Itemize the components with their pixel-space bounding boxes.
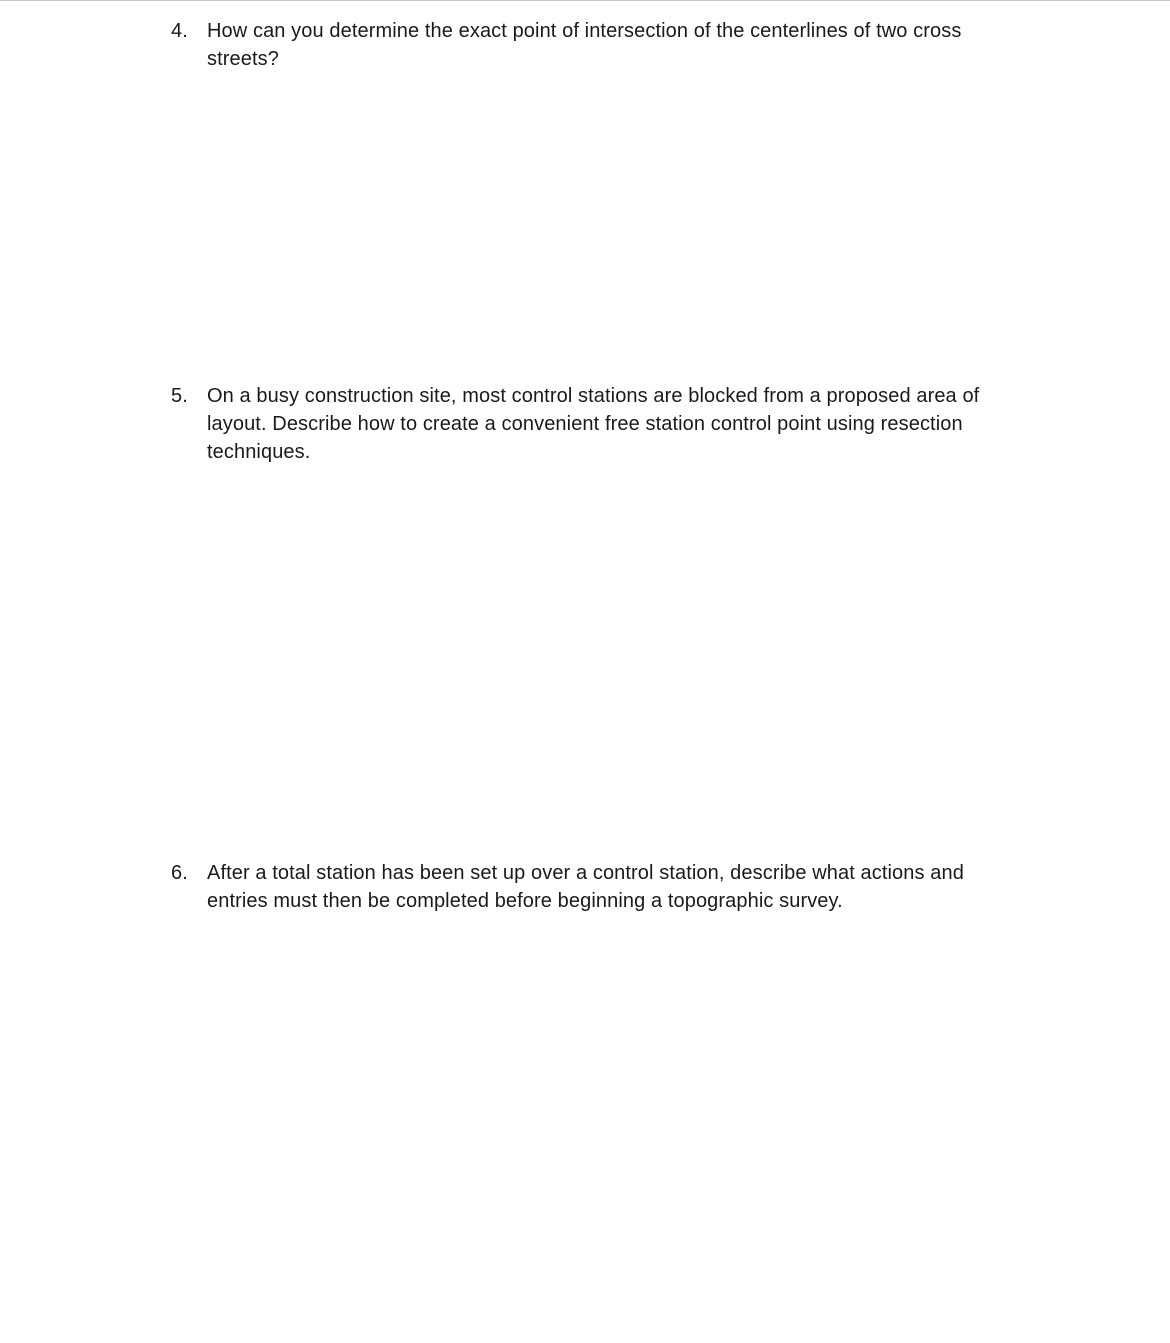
question-text: After a total station has been set up over a control station, describe what actions and entries must then be completed before beginning a topographic survey. xyxy=(207,862,964,912)
page-top-border xyxy=(0,0,1170,1)
question-6 xyxy=(171,859,1031,915)
question-5 xyxy=(171,382,1031,466)
question-number: 4. xyxy=(171,20,188,42)
question-text: On a busy construction site, most control stations are blocked from a proposed area of layout. Describe how to create a convenient free station control point using resection techniques. xyxy=(207,385,980,463)
question-number: 5. xyxy=(171,385,188,407)
question-number: 6. xyxy=(171,862,188,884)
question-text: How can you determine the exact point of intersection of the centerlines of two cross streets? xyxy=(207,20,962,70)
question-4 xyxy=(171,17,1031,73)
